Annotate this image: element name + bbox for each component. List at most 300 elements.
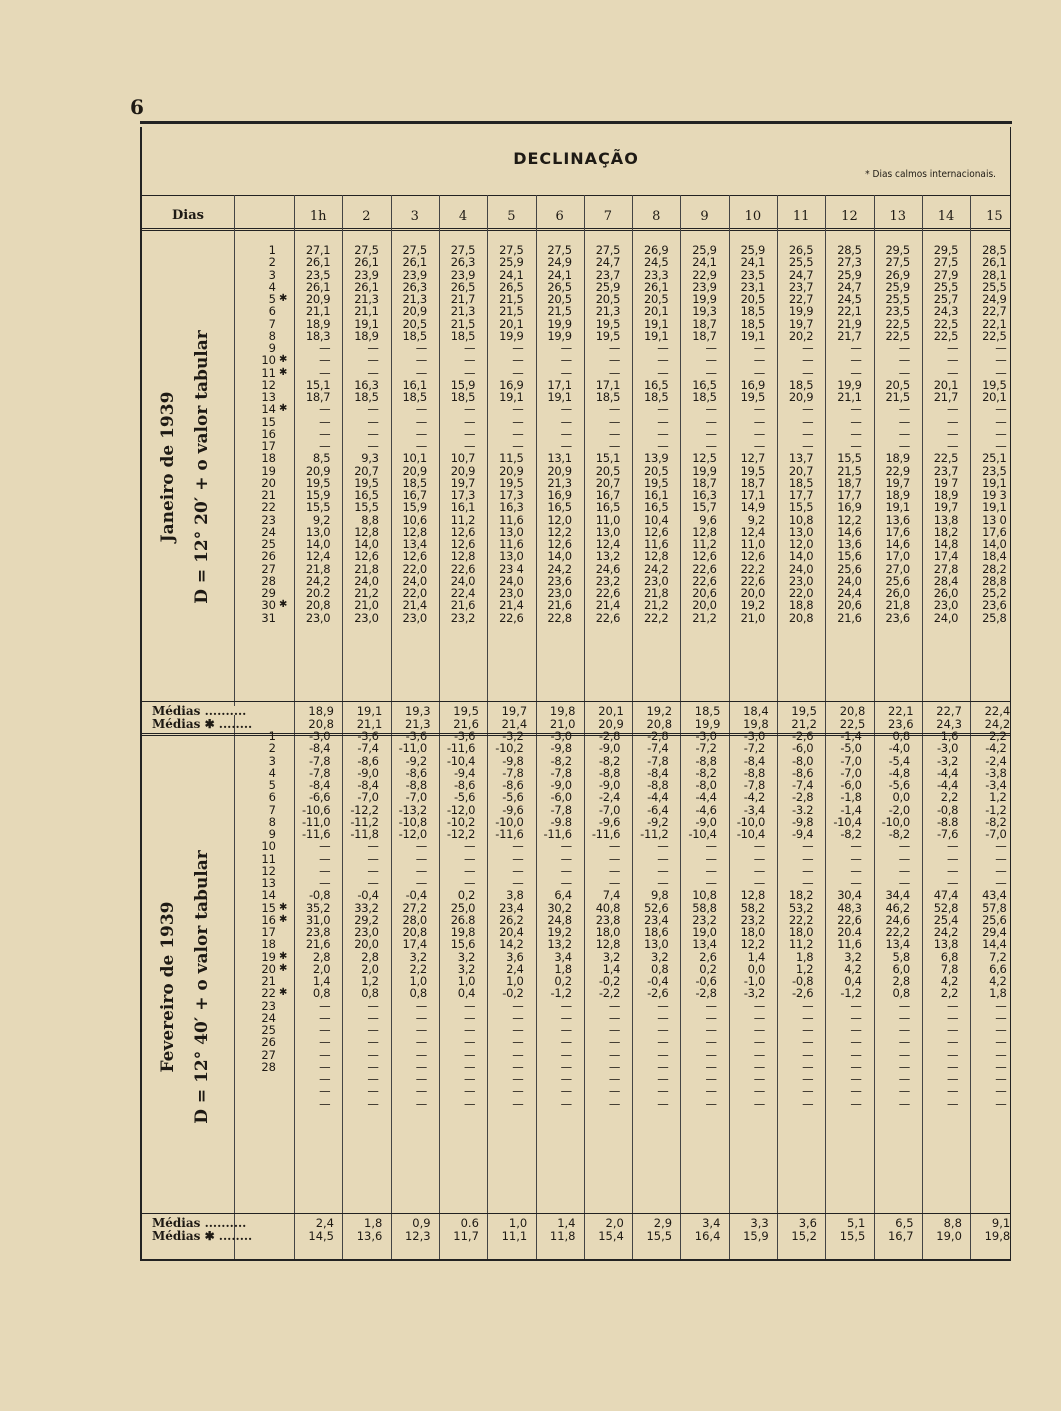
table-cell: —	[463, 1010, 476, 1025]
table-cell: 21,3	[354, 292, 379, 306]
dias-header: Dias	[172, 208, 204, 223]
table-cell: —	[512, 876, 524, 890]
table-cell: 24,1	[740, 255, 765, 270]
medias-value: 22,4	[984, 704, 1011, 718]
table-cell: 19,1	[740, 328, 765, 343]
table-cell: —	[367, 998, 379, 1013]
table-cell: 16,9	[740, 377, 765, 392]
rule-line	[142, 701, 1010, 702]
table-cell: 19,3	[692, 304, 717, 319]
table-cell: 20,8	[788, 610, 814, 625]
table-cell: 24,6	[885, 912, 910, 927]
table-cell: 24,9	[547, 255, 572, 270]
table-cell: —	[946, 1072, 959, 1086]
table-cell: -7,0	[840, 765, 862, 780]
medias-star-value: 15,2	[791, 1229, 817, 1243]
table-cell: 20,7	[354, 463, 379, 478]
table-cell: -4,4	[695, 790, 717, 805]
table-cell: —	[512, 1059, 524, 1074]
table-cell: 19,9	[837, 377, 862, 392]
table-cell: —	[367, 876, 379, 890]
table-cell: —	[705, 1059, 717, 1074]
table-cell: -1,4	[840, 802, 862, 817]
table-cell: -3,2	[502, 729, 524, 743]
table-cell: 19,2	[740, 598, 765, 613]
table-cell: —	[898, 414, 910, 429]
table-cell: 20,9	[402, 304, 427, 319]
table-cell: 19,1	[547, 390, 572, 404]
table-cell: 19,7	[885, 475, 910, 490]
table-cell: 22,5	[933, 451, 959, 466]
table-cell: —	[512, 998, 524, 1013]
day-number: 21	[261, 974, 276, 988]
table-cell: -1,2	[985, 802, 1007, 817]
table-cell: 0,2	[554, 974, 572, 988]
table-cell: -10,0	[736, 814, 765, 829]
table-cell: 23,6	[982, 598, 1007, 613]
table-cell: —	[802, 1010, 814, 1025]
table-cell: 19,1	[982, 475, 1007, 490]
table-cell: 13,2	[595, 549, 621, 564]
table-cell: —	[753, 1010, 765, 1025]
table-cell: -2,0	[888, 802, 910, 817]
table-cell: —	[560, 353, 572, 368]
table-cell: —	[367, 1072, 379, 1086]
calm-day-star: ✱	[279, 987, 288, 999]
table-cell: 1,0	[409, 974, 427, 988]
table-cell: 26,5	[547, 279, 572, 294]
table-cell: -11,0	[398, 741, 427, 756]
table-cell: —	[753, 414, 765, 429]
table-cell: —	[995, 402, 1007, 417]
table-cell: 18,5	[740, 316, 765, 331]
table-cell: —	[512, 851, 524, 866]
table-cell: —	[560, 1047, 572, 1062]
table-cell: 23,8	[305, 925, 331, 939]
table-cell: —	[753, 876, 765, 890]
table-cell: 26.8	[450, 912, 476, 927]
table-cell: —	[560, 1010, 572, 1025]
table-cell: —	[946, 365, 959, 380]
table-cell: 23,5	[982, 463, 1007, 478]
table-cell: 22,6	[692, 561, 717, 576]
table-cell: —	[946, 341, 959, 355]
table-cell: 13,4	[402, 537, 427, 551]
medias-star-value: 15,5	[839, 1229, 866, 1243]
table-cell: —	[657, 839, 669, 854]
table-cell: 22,2	[643, 610, 669, 625]
table-cell: —	[463, 876, 476, 890]
table-cell: —	[850, 365, 862, 380]
table-cell: -5,0	[840, 741, 862, 756]
table-cell: 27,5	[885, 255, 910, 270]
table-cell: 20,7	[788, 463, 814, 478]
table-cell: —	[898, 439, 910, 453]
medias-label: Médias ..........	[152, 1216, 247, 1230]
table-cell: —	[415, 851, 427, 866]
table-cell: -0,4	[357, 888, 379, 903]
calm-day-star: ✱	[279, 403, 288, 415]
table-cell: 21,5	[547, 304, 572, 319]
table-cell: —	[995, 1010, 1007, 1025]
table-cell: 24,3	[933, 304, 959, 319]
medias-value: 0,9	[412, 1216, 431, 1230]
table-cell: 22,5	[885, 316, 910, 331]
table-cell: —	[705, 1035, 717, 1050]
table-cell: 21,3	[547, 475, 572, 490]
table-cell: 33,2	[354, 900, 379, 915]
table-cell: —	[850, 1010, 862, 1025]
rule-line	[142, 195, 1010, 196]
table-cell: —	[415, 1010, 427, 1025]
table-cell: 15,5	[788, 500, 814, 515]
table-cell: —	[608, 1084, 621, 1099]
table-cell: 53,2	[788, 900, 814, 915]
table-cell: 24,0	[499, 573, 524, 588]
hour-header: 15	[986, 209, 1003, 224]
table-cell: 11,0	[740, 537, 765, 551]
table-cell: —	[608, 365, 621, 380]
table-cell: -7,0	[985, 827, 1007, 841]
table-cell: —	[995, 839, 1007, 854]
table-cell: -11,8	[350, 827, 379, 841]
table-cell: 0,2	[699, 961, 717, 976]
table-cell: 23,2	[692, 912, 717, 927]
medias-star-value: 20,8	[308, 717, 334, 731]
table-cell: 20,0	[740, 586, 765, 600]
table-cell: —	[560, 365, 572, 380]
table-cell: -4,2	[985, 741, 1007, 756]
table-cell: —	[898, 1023, 910, 1037]
day-number: 2	[268, 255, 276, 270]
table-cell: 11,2	[450, 512, 476, 527]
day-number: 24	[261, 1010, 276, 1025]
table-cell: 25,4	[933, 912, 959, 927]
medias-value: 19,8	[549, 704, 576, 718]
table-cell: -8,8	[743, 765, 765, 780]
table-cell: 28,0	[402, 912, 427, 927]
table-cell: —	[802, 998, 814, 1013]
day-number: 16	[261, 912, 276, 927]
medias-value: 19,5	[453, 704, 479, 718]
table-cell: 21,3	[595, 304, 621, 319]
calm-day-star: ✱	[279, 293, 288, 304]
table-cell: —	[319, 1023, 331, 1037]
table-cell: 18,2	[933, 524, 959, 539]
page-number: 6	[130, 95, 144, 119]
table-cell: 22,6	[740, 573, 765, 588]
table-cell: —	[850, 1096, 862, 1111]
table-cell: 9,6	[699, 512, 717, 527]
table-cell: 23,6	[547, 573, 572, 588]
table-cell: 17,4	[933, 549, 959, 564]
table-cell: —	[560, 1072, 572, 1086]
table-cell: 21,5	[450, 316, 476, 331]
table-cell: 20,5	[595, 463, 621, 478]
table-cell: —	[463, 414, 476, 429]
table-cell: 25,7	[933, 292, 959, 306]
table-cell: 12,8	[643, 549, 669, 564]
day-number: 21	[261, 488, 276, 502]
table-cell: —	[608, 998, 621, 1013]
table-cell: 13,0	[499, 549, 524, 564]
day-number: 12	[261, 377, 276, 392]
table-cell: 19,1	[643, 328, 669, 343]
table-cell: 29,2	[354, 912, 379, 927]
table-cell: 1,0	[457, 974, 476, 988]
table-cell: 16,9	[547, 488, 572, 502]
table-cell: -8,6	[405, 765, 427, 780]
table-cell: 3,8	[506, 888, 524, 903]
table-cell: —	[367, 1023, 379, 1037]
table-cell: -10,0	[495, 814, 524, 829]
table-cell: 16,9	[837, 500, 862, 515]
table-cell: 11,6	[499, 537, 524, 551]
table-cell: -13,2	[398, 802, 427, 817]
table-cell: -3,8	[985, 765, 1007, 780]
table-cell: 21,8	[354, 561, 379, 576]
medias-star-label: Médias ✱ ........	[152, 1229, 253, 1243]
table-cell: —	[367, 365, 379, 380]
table-cell: —	[319, 876, 331, 890]
table-cell: 19,9	[547, 316, 572, 331]
table-cell: —	[802, 414, 814, 429]
table-cell: 13,8	[933, 937, 959, 952]
table-cell: —	[657, 1072, 669, 1086]
table-cell: 26,5	[788, 243, 814, 257]
table-cell: -8,4	[647, 765, 669, 780]
table-cell: -11,6	[543, 827, 572, 841]
table-cell: -7,4	[792, 778, 814, 792]
table-cell: 18,7	[740, 475, 765, 490]
table-cell: 43,4	[982, 888, 1007, 903]
medias-value: 5,1	[847, 1216, 866, 1230]
table-cell: 12,8	[595, 937, 621, 952]
table-cell: 3,6	[506, 949, 524, 964]
table-cell: 15,9	[402, 500, 427, 515]
table-cell: 21,7	[837, 328, 862, 343]
column-rule	[234, 195, 235, 706]
table-cell: —	[560, 414, 572, 429]
table-cell: 12,6	[740, 549, 765, 564]
table-cell: 20,7	[595, 475, 621, 490]
table-cell: —	[802, 439, 814, 453]
table-cell: —	[850, 876, 862, 890]
table-cell: 2,2	[940, 790, 959, 805]
table-cell: 6,8	[940, 949, 959, 964]
table-cell: 20,9	[305, 292, 331, 306]
table-cell: -11,6	[495, 827, 524, 841]
table-cell: 19,5	[595, 316, 621, 331]
table-cell: 14,0	[354, 537, 379, 551]
table-cell: 26,1	[982, 255, 1007, 270]
table-cell: -4,4	[936, 765, 959, 780]
table-cell: 23,0	[933, 598, 959, 613]
table-cell: 19,5	[740, 463, 765, 478]
table-cell: 6,0	[892, 961, 910, 976]
table-cell: 19,7	[450, 475, 476, 490]
table-cell: -8,6	[453, 778, 476, 792]
table-cell: -0,2	[598, 974, 621, 988]
table-cell: —	[415, 414, 427, 429]
table-cell: 12,4	[305, 549, 331, 564]
table-cell: 21,7	[933, 390, 959, 404]
table-cell: 23,5	[885, 304, 910, 319]
table-cell: —	[657, 1059, 669, 1074]
table-cell: 15,5	[354, 500, 379, 515]
table-cell: —	[705, 402, 717, 417]
table-cell: 0,2	[457, 888, 476, 903]
table-cell: —	[512, 863, 524, 878]
table-cell: —	[608, 341, 621, 355]
table-cell: 21,2	[692, 610, 717, 625]
table-cell: 3,2	[602, 949, 621, 964]
table-cell: —	[415, 876, 427, 890]
table-cell: 19,5	[595, 328, 621, 343]
table-cell: -8,2	[550, 753, 572, 768]
table-cell: 18,3	[305, 328, 331, 343]
table-cell: -11,0	[302, 814, 331, 829]
table-cell: 27,5	[402, 243, 427, 257]
table-cell: 12,0	[547, 512, 572, 527]
table-cell: 15,1	[305, 377, 331, 392]
table-cell: —	[560, 839, 572, 854]
medias-star-value: 21,6	[453, 717, 479, 731]
table-cell: 22,2	[885, 925, 910, 939]
hour-header: 1h	[309, 209, 327, 224]
table-cell: —	[705, 1047, 717, 1062]
table-cell: -7,0	[598, 802, 621, 817]
table-cell: —	[512, 1084, 524, 1099]
table-cell: —	[898, 876, 910, 890]
table-cell: 24,0	[402, 573, 427, 588]
table-cell: 21,3	[450, 304, 476, 319]
table-cell: 20,5	[402, 316, 427, 331]
table-cell: 13,6	[837, 537, 862, 551]
table-cell: 24,2	[933, 925, 959, 939]
table-cell: 18,0	[595, 925, 621, 939]
table-cell: —	[946, 1047, 959, 1062]
table-cell: 23,7	[788, 279, 814, 294]
table-cell: 14,0	[305, 537, 331, 551]
table-cell: 52,8	[933, 900, 959, 915]
table-cell: -4,8	[888, 765, 910, 780]
table-cell: 14,0	[547, 549, 572, 564]
table-cell: —	[995, 1047, 1007, 1062]
table-cell: —	[946, 439, 959, 453]
table-cell: 23,0	[547, 586, 572, 600]
table-cell: —	[802, 1035, 814, 1050]
day-number: 16	[261, 426, 276, 441]
table-cell: -10,0	[881, 814, 910, 829]
table-cell: —	[415, 1035, 427, 1050]
table-cell: 18,0	[740, 925, 765, 939]
day-number: 25	[261, 537, 276, 551]
table-cell: 22,9	[885, 463, 910, 478]
table-cell: -11,6	[302, 827, 331, 841]
table-cell: 21,4	[499, 598, 524, 613]
medias-value: 2,0	[605, 1216, 624, 1230]
table-cell: 48,3	[837, 900, 862, 915]
table-cell: —	[560, 402, 572, 417]
table-cell: —	[898, 1010, 910, 1025]
table-cell: 1,6	[940, 729, 959, 743]
table-cell: —	[802, 402, 814, 417]
medias-value: 3,4	[702, 1216, 721, 1230]
table-cell: —	[802, 863, 814, 878]
table-cell: -4,2	[743, 790, 765, 805]
table-cell: —	[560, 851, 572, 866]
table-title: DECLINAÇÃO	[513, 149, 639, 168]
table-cell: —	[898, 365, 910, 380]
table-cell: -3,2	[743, 986, 765, 1001]
table-cell: —	[512, 426, 524, 441]
table-cell: 7,8	[940, 961, 959, 976]
day-number: 23	[261, 998, 276, 1013]
day-number: 14	[261, 888, 276, 903]
table-cell: 27,5	[547, 243, 572, 257]
medias-star-value: 19,8	[743, 717, 769, 731]
day-number: 17	[261, 925, 276, 939]
table-cell: —	[802, 341, 814, 355]
table-cell: 26,9	[885, 267, 910, 282]
table-cell: —	[463, 1084, 476, 1099]
table-cell: 25,5	[982, 279, 1007, 294]
table-cell: 12,2	[740, 937, 765, 952]
table-cell: —	[608, 1023, 621, 1037]
table-cell: 20,5	[595, 292, 621, 306]
medias-star-label: Médias ✱ ........	[152, 717, 253, 731]
table-cell: —	[463, 402, 476, 417]
table-cell: 19,5	[982, 377, 1007, 392]
table-cell: 24,7	[595, 255, 621, 270]
table-cell: 35,2	[305, 900, 331, 915]
table-cell: 13,0	[788, 524, 814, 539]
table-cell: —	[319, 1059, 331, 1074]
table-cell: —	[802, 1072, 814, 1086]
table-cell: 25,6	[837, 561, 862, 576]
table-cell: 1,8	[795, 949, 814, 964]
table-cell: —	[995, 365, 1007, 380]
medias-value: 1,8	[364, 1216, 383, 1230]
table-cell: 12,7	[740, 451, 765, 466]
table-cell: -2,6	[647, 986, 669, 1001]
table-cell: 18,9	[305, 316, 331, 331]
medias-value: 18,4	[743, 704, 769, 718]
table-cell: 18,7	[692, 316, 717, 331]
table-cell: —	[995, 876, 1007, 890]
medias-star-value: 20,9	[598, 717, 624, 731]
table-cell: 25,6	[885, 573, 910, 588]
table-cell: 21,1	[354, 304, 379, 319]
table-cell: 12,6	[643, 524, 669, 539]
table-cell: —	[705, 1010, 717, 1025]
table-cell: -8,2	[840, 827, 862, 841]
table-cell: —	[657, 426, 669, 441]
table-cell: —	[608, 851, 621, 866]
table-cell: —	[898, 1047, 910, 1062]
table-cell: 2,0	[312, 961, 331, 976]
table-cell: 20,4	[499, 925, 524, 939]
table-cell: —	[367, 851, 379, 866]
table-cell: —	[512, 414, 524, 429]
calm-day-star: ✱	[279, 950, 288, 962]
table-cell: —	[415, 1084, 427, 1099]
table-cell: -1,8	[840, 790, 862, 805]
table-cell: —	[705, 863, 717, 878]
table-cell: —	[463, 426, 476, 441]
fevereiro-label	[158, 727, 218, 1247]
